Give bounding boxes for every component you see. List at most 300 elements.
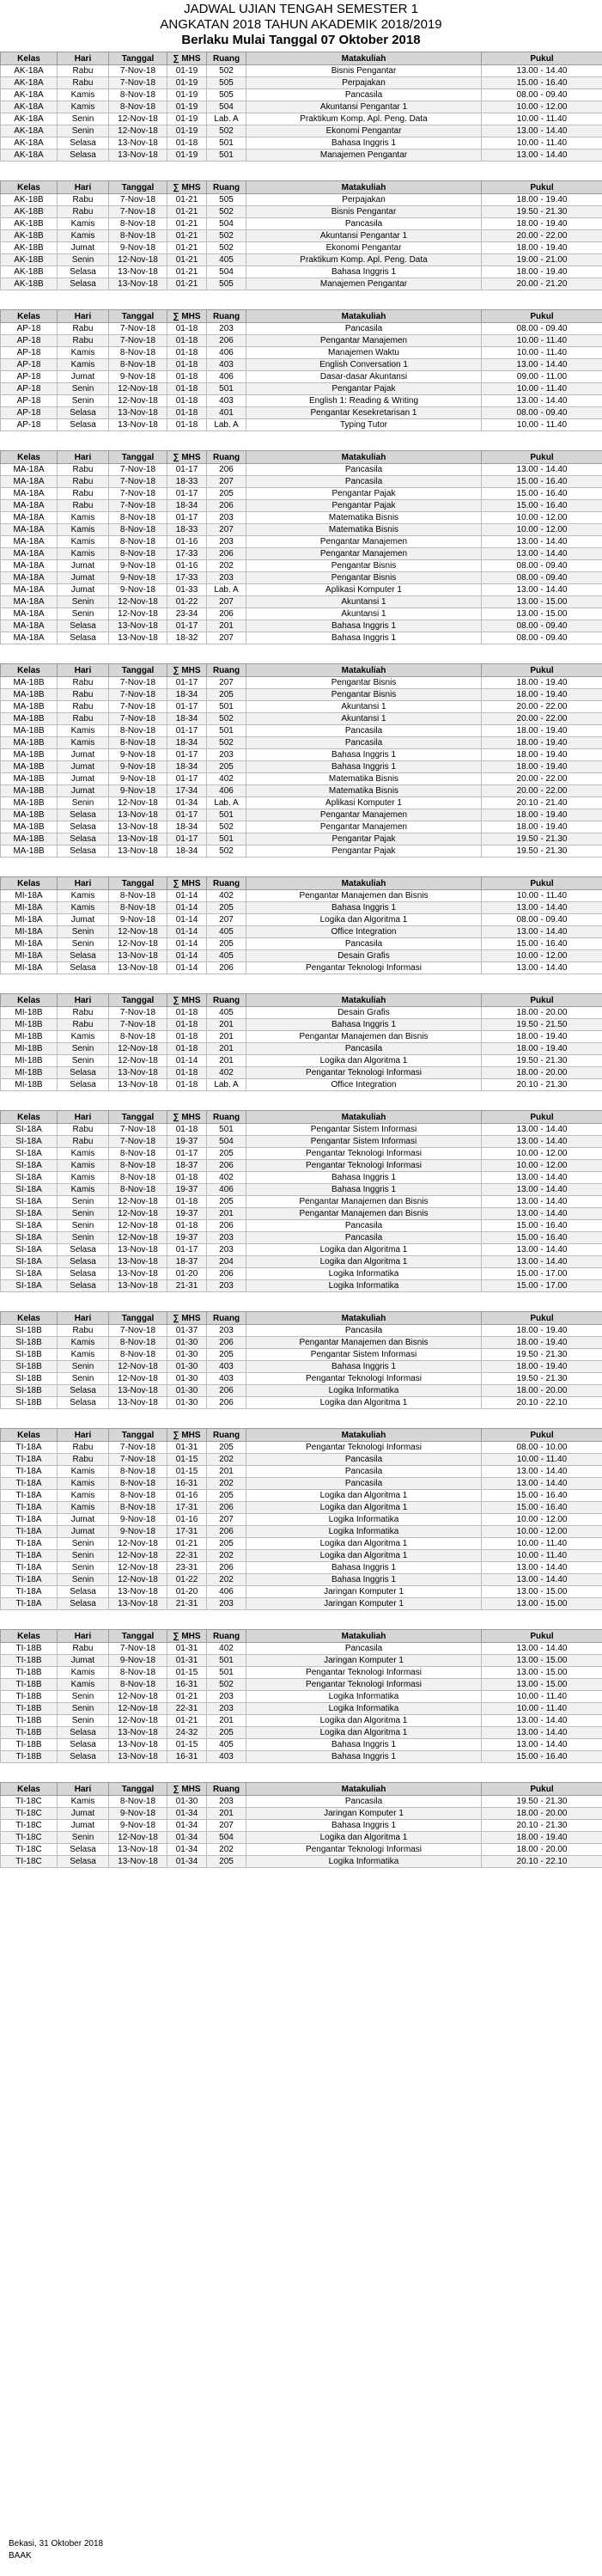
- table-cell: 01-21: [167, 278, 207, 290]
- table-cell: Selasa: [58, 1067, 109, 1079]
- table-cell: MI-18B: [1, 1019, 58, 1031]
- table-cell: 13.00 - 14.40: [482, 1574, 602, 1586]
- table-header-row: [1, 1630, 602, 1643]
- table-cell: 9-Nov-18: [109, 785, 167, 797]
- table-row: [1, 1220, 602, 1232]
- table-cell: 01-15: [167, 1739, 207, 1751]
- table-cell: 13.00 - 14.40: [482, 150, 602, 162]
- table-row: [1, 1349, 602, 1361]
- table-cell: 13.00 - 14.40: [482, 1124, 602, 1136]
- table-cell: MI-18A: [1, 926, 58, 938]
- table-cell: 01-18: [167, 1124, 207, 1136]
- table-cell: Senin: [58, 1232, 109, 1244]
- table-row: [1, 962, 602, 974]
- table-cell: TI-18C: [1, 1832, 58, 1844]
- table-cell: 7-Nov-18: [109, 464, 167, 476]
- table-row: [1, 608, 602, 620]
- table-cell: Kamis: [58, 1349, 109, 1361]
- table-cell: AK-18B: [1, 194, 58, 206]
- table-cell: 01-18: [167, 137, 207, 150]
- table-cell: 207: [207, 1514, 246, 1526]
- table-cell: 7-Nov-18: [109, 713, 167, 725]
- table-cell: Senin: [58, 608, 109, 620]
- table-header-row: [1, 1312, 602, 1325]
- table-cell: Lab. A: [207, 1079, 246, 1091]
- table-cell: 01-18: [167, 383, 207, 395]
- table-row: [1, 809, 602, 821]
- table-row: [1, 1655, 602, 1667]
- table-cell: Perpajakan: [246, 77, 482, 89]
- table-cell: Bahasa Inggris 1: [246, 137, 482, 150]
- table-cell: 01-17: [167, 749, 207, 761]
- table-cell: Selasa: [58, 1256, 109, 1268]
- table-cell: 8-Nov-18: [109, 1478, 167, 1490]
- table-row: [1, 500, 602, 512]
- table-cell: 01-22: [167, 1574, 207, 1586]
- table-row: [1, 488, 602, 500]
- table-cell: 01-33: [167, 584, 207, 596]
- table-cell: 205: [207, 488, 246, 500]
- table-cell: 01-18: [167, 335, 207, 347]
- table-cell: 205: [207, 1856, 246, 1868]
- table-cell: 206: [207, 1160, 246, 1172]
- table-cell: 8-Nov-18: [109, 1349, 167, 1361]
- column-header: Kelas: [1, 664, 58, 677]
- table-cell: 18.00 - 19.40: [482, 242, 602, 254]
- table-cell: Pengantar Bisnis: [246, 677, 482, 689]
- table-cell: Rabu: [58, 335, 109, 347]
- table-cell: Selasa: [58, 137, 109, 150]
- table-cell: 8-Nov-18: [109, 548, 167, 560]
- table-cell: 01-16: [167, 560, 207, 572]
- table-cell: 7-Nov-18: [109, 701, 167, 713]
- table-cell: Senin: [58, 1220, 109, 1232]
- table-row: [1, 914, 602, 926]
- table-cell: Logika dan Algoritma 1: [246, 1055, 482, 1067]
- table-cell: 13.00 - 15.00: [482, 1655, 602, 1667]
- table-cell: 01-18: [167, 347, 207, 359]
- table-cell: Akuntansi 1: [246, 713, 482, 725]
- table-cell: 18.00 - 19.40: [482, 677, 602, 689]
- table-cell: Akuntansi Pengantar 1: [246, 101, 482, 113]
- schedule-table: [0, 1311, 602, 1409]
- table-cell: 201: [207, 1715, 246, 1727]
- table-cell: Jumat: [58, 584, 109, 596]
- table-cell: 203: [207, 1703, 246, 1715]
- table-cell: TI-18A: [1, 1502, 58, 1514]
- table-cell: MI-18A: [1, 938, 58, 950]
- table-cell: Pancasila: [246, 1220, 482, 1232]
- table-cell: TI-18B: [1, 1715, 58, 1727]
- table-cell: 18-37: [167, 1160, 207, 1172]
- table-cell: Bahasa Inggris 1: [246, 1019, 482, 1031]
- table-cell: Office Integration: [246, 1079, 482, 1091]
- table-cell: 206: [207, 464, 246, 476]
- table-cell: MI-18B: [1, 1055, 58, 1067]
- table-cell: Selasa: [58, 950, 109, 962]
- table-row: [1, 1043, 602, 1055]
- table-cell: Jumat: [58, 560, 109, 572]
- table-cell: Kamis: [58, 890, 109, 902]
- table-row: [1, 395, 602, 407]
- table-cell: 502: [207, 845, 246, 858]
- table-cell: 10.00 - 11.40: [482, 137, 602, 150]
- table-cell: 18.00 - 19.40: [482, 689, 602, 701]
- table-header-row: [1, 877, 602, 890]
- table-header-row: [1, 664, 602, 677]
- table-cell: TI-18A: [1, 1598, 58, 1610]
- table-cell: TI-18A: [1, 1586, 58, 1598]
- table-cell: 01-17: [167, 677, 207, 689]
- table-cell: MA-18B: [1, 821, 58, 833]
- table-row: [1, 359, 602, 371]
- table-row: [1, 1727, 602, 1739]
- table-cell: 01-14: [167, 938, 207, 950]
- table-cell: Kamis: [58, 1679, 109, 1691]
- table-cell: TI-18A: [1, 1454, 58, 1466]
- table-cell: AP-18: [1, 419, 58, 431]
- table-cell: MA-18A: [1, 536, 58, 548]
- table-cell: 20.00 - 22.00: [482, 713, 602, 725]
- table-cell: 10.00 - 11.40: [482, 335, 602, 347]
- table-row: [1, 1550, 602, 1562]
- table-cell: 18-33: [167, 524, 207, 536]
- table-row: [1, 845, 602, 858]
- table-cell: 8-Nov-18: [109, 1466, 167, 1478]
- table-cell: 01-18: [167, 1043, 207, 1055]
- table-cell: 406: [207, 1184, 246, 1196]
- table-cell: SI-18A: [1, 1184, 58, 1196]
- table-cell: MA-18A: [1, 596, 58, 608]
- table-cell: 201: [207, 1031, 246, 1043]
- table-cell: Selasa: [58, 407, 109, 419]
- table-cell: 08.00 - 09.40: [482, 572, 602, 584]
- table-cell: TI-18C: [1, 1820, 58, 1832]
- table-cell: Selasa: [58, 1739, 109, 1751]
- table-cell: AK-18A: [1, 101, 58, 113]
- table-cell: Pengantar Pajak: [246, 833, 482, 845]
- table-cell: 206: [207, 335, 246, 347]
- table-cell: Selasa: [58, 150, 109, 162]
- table-row: [1, 476, 602, 488]
- table-cell: 13-Nov-18: [109, 1385, 167, 1397]
- table-cell: 203: [207, 572, 246, 584]
- table-cell: TI-18C: [1, 1808, 58, 1820]
- table-row: [1, 1031, 602, 1043]
- table-cell: Logika dan Algoritma 1: [246, 914, 482, 926]
- table-cell: SI-18B: [1, 1337, 58, 1349]
- table-cell: TI-18A: [1, 1466, 58, 1478]
- table-cell: 402: [207, 1643, 246, 1655]
- table-row: [1, 821, 602, 833]
- table-cell: 15.00 - 17.00: [482, 1268, 602, 1280]
- table-cell: 01-18: [167, 1031, 207, 1043]
- table-cell: Bahasa Inggris 1: [246, 1172, 482, 1184]
- table-cell: 7-Nov-18: [109, 1007, 167, 1019]
- table-row: [1, 1244, 602, 1256]
- table-cell: 16-31: [167, 1478, 207, 1490]
- table-cell: 12-Nov-18: [109, 797, 167, 809]
- table-cell: 13-Nov-18: [109, 1268, 167, 1280]
- table-cell: 01-18: [167, 1067, 207, 1079]
- column-header: Kelas: [1, 52, 58, 65]
- table-row: [1, 1373, 602, 1385]
- table-cell: 01-37: [167, 1325, 207, 1337]
- table-cell: AP-18: [1, 323, 58, 335]
- table-cell: 23-31: [167, 1562, 207, 1574]
- table-cell: Kamis: [58, 536, 109, 548]
- table-cell: 502: [207, 230, 246, 242]
- table-cell: MA-18A: [1, 464, 58, 476]
- table-cell: 203: [207, 1598, 246, 1610]
- table-row: [1, 1148, 602, 1160]
- table-row: [1, 1820, 602, 1832]
- column-header: Kelas: [1, 181, 58, 194]
- schedule-table: [0, 450, 602, 644]
- table-cell: 18.00 - 19.40: [482, 761, 602, 773]
- table-cell: 12-Nov-18: [109, 1538, 167, 1550]
- table-cell: Bahasa Inggris 1: [246, 761, 482, 773]
- table-cell: Senin: [58, 1550, 109, 1562]
- table-cell: Ekonomi Pengantar: [246, 125, 482, 137]
- table-cell: 19.50 - 21.30: [482, 845, 602, 858]
- table-cell: 10.00 - 11.40: [482, 347, 602, 359]
- table-cell: 12-Nov-18: [109, 1196, 167, 1208]
- table-cell: 207: [207, 677, 246, 689]
- table-cell: SI-18A: [1, 1280, 58, 1292]
- table-cell: 13.00 - 14.40: [482, 1727, 602, 1739]
- table-cell: Rabu: [58, 1007, 109, 1019]
- table-cell: Logika dan Algoritma 1: [246, 1502, 482, 1514]
- table-row: [1, 323, 602, 335]
- table-cell: Pengantar Sistem Informasi: [246, 1349, 482, 1361]
- table-cell: MI-18A: [1, 890, 58, 902]
- table-cell: Pancasila: [246, 218, 482, 230]
- table-cell: AK-18B: [1, 242, 58, 254]
- table-row: [1, 1232, 602, 1244]
- column-header: Pukul: [482, 181, 602, 194]
- table-cell: Pancasila: [246, 1478, 482, 1490]
- schedule-table: [0, 1629, 602, 1763]
- table-cell: MA-18A: [1, 524, 58, 536]
- table-cell: Pengantar Manajemen: [246, 335, 482, 347]
- table-cell: 13.00 - 14.40: [482, 1172, 602, 1184]
- table-cell: 13.00 - 14.40: [482, 359, 602, 371]
- table-cell: 08.00 - 09.40: [482, 323, 602, 335]
- table-cell: Kamis: [58, 218, 109, 230]
- table-row: [1, 1136, 602, 1148]
- column-header: Hari: [58, 451, 109, 464]
- table-row: [1, 1172, 602, 1184]
- table-row: [1, 1268, 602, 1280]
- table-cell: MA-18A: [1, 500, 58, 512]
- table-cell: MI-18B: [1, 1079, 58, 1091]
- table-cell: Jumat: [58, 785, 109, 797]
- table-cell: 402: [207, 773, 246, 785]
- table-cell: 18.00 - 20.00: [482, 1808, 602, 1820]
- table-cell: Dasar-dasar Akuntansi: [246, 371, 482, 383]
- table-cell: 20.00 - 22.00: [482, 785, 602, 797]
- table-row: [1, 1019, 602, 1031]
- table-cell: Pancasila: [246, 1232, 482, 1244]
- table-cell: 15.00 - 16.40: [482, 1220, 602, 1232]
- table-cell: 12-Nov-18: [109, 1055, 167, 1067]
- column-header: Ruang: [207, 877, 246, 890]
- table-cell: 20.00 - 21.20: [482, 278, 602, 290]
- table-cell: Selasa: [58, 962, 109, 974]
- table-cell: 501: [207, 150, 246, 162]
- table-cell: Logika Informatika: [246, 1385, 482, 1397]
- table-header-row: [1, 994, 602, 1007]
- table-cell: 18-34: [167, 500, 207, 512]
- column-header: Pukul: [482, 1111, 602, 1124]
- table-cell: SI-18A: [1, 1220, 58, 1232]
- table-row: [1, 584, 602, 596]
- table-cell: MA-18B: [1, 785, 58, 797]
- table-row: [1, 596, 602, 608]
- table-cell: 12-Nov-18: [109, 1220, 167, 1232]
- table-cell: Pancasila: [246, 938, 482, 950]
- table-cell: 9-Nov-18: [109, 761, 167, 773]
- table-cell: Senin: [58, 1562, 109, 1574]
- table-cell: 18.00 - 19.40: [482, 725, 602, 737]
- table-cell: Praktikum Komp. Apl. Peng. Data: [246, 113, 482, 125]
- table-cell: SI-18B: [1, 1397, 58, 1409]
- column-header: Ruang: [207, 1429, 246, 1442]
- table-row: [1, 1385, 602, 1397]
- table-cell: 13-Nov-18: [109, 1739, 167, 1751]
- table-row: [1, 1598, 602, 1610]
- table-cell: Bisnis Pengantar: [246, 65, 482, 77]
- table-cell: 9-Nov-18: [109, 572, 167, 584]
- column-header: Matakuliah: [246, 310, 482, 323]
- table-cell: 8-Nov-18: [109, 1184, 167, 1196]
- table-cell: 403: [207, 359, 246, 371]
- table-cell: 7-Nov-18: [109, 1442, 167, 1454]
- table-cell: AK-18B: [1, 230, 58, 242]
- table-cell: 207: [207, 914, 246, 926]
- table-cell: 501: [207, 725, 246, 737]
- table-cell: 203: [207, 1232, 246, 1244]
- table-cell: 20.10 - 21.30: [482, 1079, 602, 1091]
- table-cell: 7-Nov-18: [109, 1325, 167, 1337]
- schedule-sections: [0, 52, 602, 1887]
- column-header: Pukul: [482, 1429, 602, 1442]
- table-cell: Jumat: [58, 1655, 109, 1667]
- table-cell: Rabu: [58, 1124, 109, 1136]
- table-cell: SI-18B: [1, 1325, 58, 1337]
- table-cell: MA-18B: [1, 773, 58, 785]
- table-cell: 18.00 - 19.40: [482, 1031, 602, 1043]
- table-cell: AK-18A: [1, 77, 58, 89]
- table-cell: TI-18B: [1, 1739, 58, 1751]
- table-cell: 01-31: [167, 1655, 207, 1667]
- table-cell: Lab. A: [207, 113, 246, 125]
- table-cell: 7-Nov-18: [109, 335, 167, 347]
- table-cell: 01-19: [167, 77, 207, 89]
- table-cell: 501: [207, 833, 246, 845]
- table-cell: Bahasa Inggris 1: [246, 902, 482, 914]
- table-cell: 19.50 - 21.30: [482, 1055, 602, 1067]
- table-cell: 203: [207, 536, 246, 548]
- table-cell: 19.50 - 21.30: [482, 833, 602, 845]
- table-cell: MA-18A: [1, 620, 58, 632]
- table-cell: 10.00 - 12.00: [482, 524, 602, 536]
- table-cell: 13-Nov-18: [109, 419, 167, 431]
- table-row: [1, 512, 602, 524]
- table-cell: Logika dan Algoritma 1: [246, 1832, 482, 1844]
- table-cell: Kamis: [58, 1796, 109, 1808]
- table-cell: 502: [207, 737, 246, 749]
- table-cell: 205: [207, 689, 246, 701]
- table-cell: Pancasila: [246, 476, 482, 488]
- table-row: [1, 206, 602, 218]
- table-row: [1, 464, 602, 476]
- column-header: Matakuliah: [246, 1111, 482, 1124]
- table-cell: 206: [207, 500, 246, 512]
- table-cell: 406: [207, 371, 246, 383]
- table-cell: 13.00 - 14.40: [482, 1256, 602, 1268]
- table-cell: 01-17: [167, 701, 207, 713]
- table-cell: MI-18B: [1, 1031, 58, 1043]
- table-cell: 207: [207, 632, 246, 644]
- table-cell: 15.00 - 16.40: [482, 1490, 602, 1502]
- table-row: [1, 761, 602, 773]
- table-cell: Selasa: [58, 845, 109, 858]
- table-cell: 504: [207, 266, 246, 278]
- table-cell: SI-18B: [1, 1385, 58, 1397]
- table-cell: TI-18B: [1, 1691, 58, 1703]
- column-header: Ruang: [207, 1111, 246, 1124]
- table-cell: Pengantar Manajemen dan Bisnis: [246, 1337, 482, 1349]
- table-cell: 21-31: [167, 1598, 207, 1610]
- table-cell: 203: [207, 1280, 246, 1292]
- table-cell: 22-31: [167, 1550, 207, 1562]
- table-row: [1, 1337, 602, 1349]
- table-cell: 13-Nov-18: [109, 1844, 167, 1856]
- column-header: ∑ MHS: [167, 1312, 207, 1325]
- table-cell: AK-18B: [1, 266, 58, 278]
- table-cell: 7-Nov-18: [109, 1019, 167, 1031]
- table-cell: 01-14: [167, 914, 207, 926]
- table-cell: Desain Grafis: [246, 1007, 482, 1019]
- table-cell: 10.00 - 11.40: [482, 383, 602, 395]
- table-cell: Jaringan Komputer 1: [246, 1808, 482, 1820]
- table-cell: 12-Nov-18: [109, 938, 167, 950]
- table-cell: MA-18A: [1, 548, 58, 560]
- table-cell: Senin: [58, 1361, 109, 1373]
- table-cell: 18.00 - 20.00: [482, 1067, 602, 1079]
- table-cell: MA-18A: [1, 584, 58, 596]
- column-header: Pukul: [482, 310, 602, 323]
- table-cell: 9-Nov-18: [109, 1655, 167, 1667]
- table-cell: 502: [207, 821, 246, 833]
- table-cell: AP-18: [1, 371, 58, 383]
- table-cell: 12-Nov-18: [109, 1703, 167, 1715]
- table-cell: MA-18B: [1, 725, 58, 737]
- table-cell: 13-Nov-18: [109, 1280, 167, 1292]
- table-cell: 206: [207, 1502, 246, 1514]
- column-header: Hari: [58, 994, 109, 1007]
- table-row: [1, 1691, 602, 1703]
- column-header: Tanggal: [109, 1429, 167, 1442]
- table-cell: 10.00 - 11.40: [482, 1454, 602, 1466]
- table-cell: 203: [207, 749, 246, 761]
- column-header: Pukul: [482, 1783, 602, 1796]
- table-row: [1, 749, 602, 761]
- table-cell: 13.00 - 15.00: [482, 1679, 602, 1691]
- table-cell: 7-Nov-18: [109, 1136, 167, 1148]
